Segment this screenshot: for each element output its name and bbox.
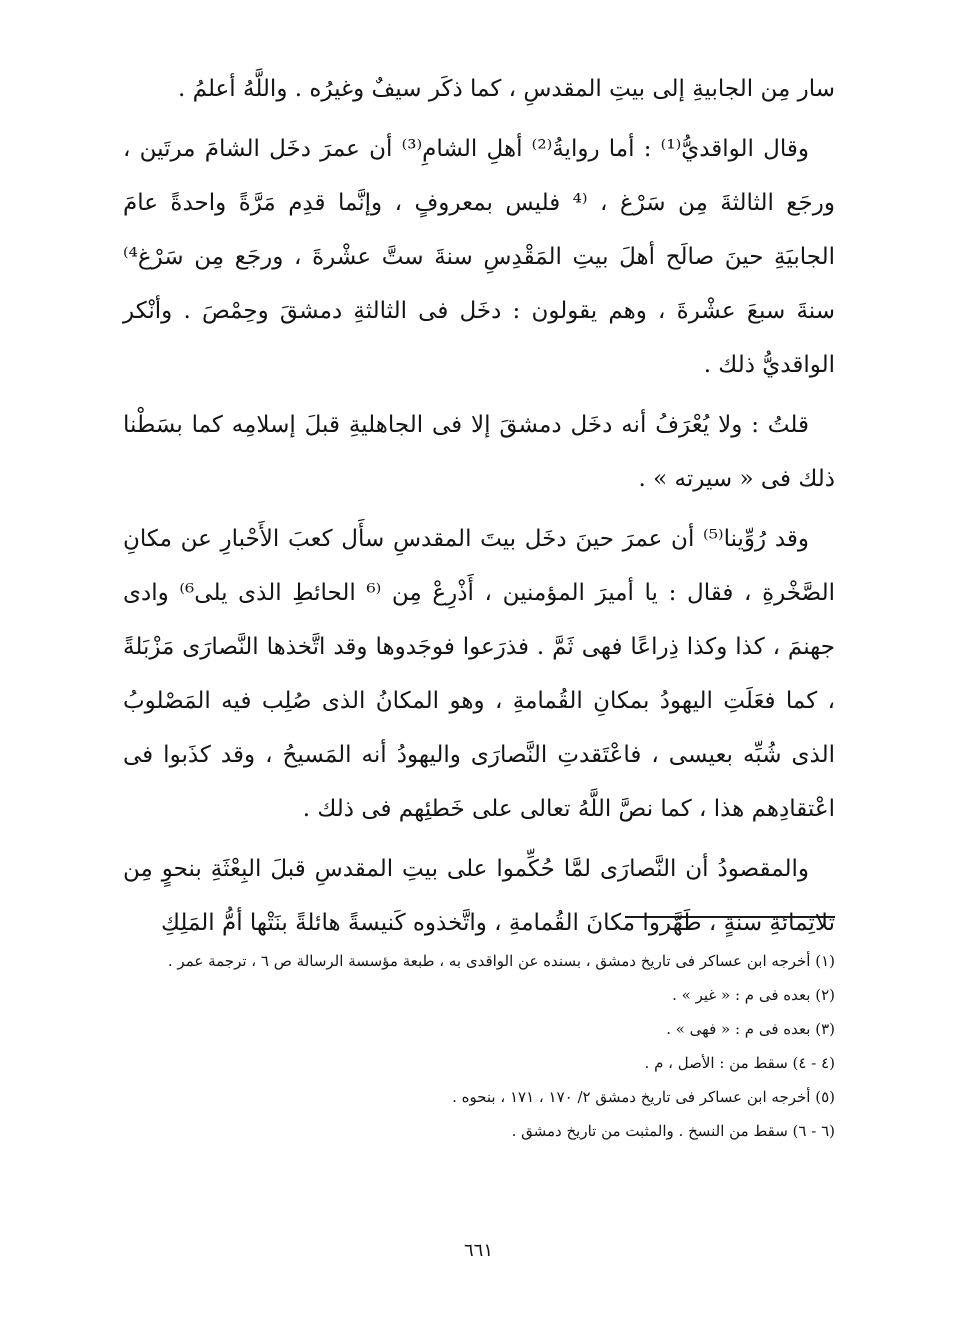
footnote-4: (٤ - ٤) سقط من : الأصل ، م . [644,1054,835,1072]
paragraph-3: قلتُ : ولا يُعْرَفُ أنه دخَل دمشقَ إلا فى الجاهليةِ قبلَ إسلامِه كما بسَطْنا ذلك فى « سيرته » . [123,412,835,492]
paragraph-5: والمقصودُ أن النَّصارَى لمَّا حُكِّموا على بيتِ المقدسِ قبلَ البِعْثَةِ بنحوٍ مِن ثلاثِمائةِ سنةٍ ، طَهَّروا مكانَ القُمامةِ ، واتَّخذوه كَنيسةً هائلةً بنَتْها أمُّ المَلِكِ [123,856,835,936]
paragraph-2: وقال الواقديُّ⁽¹⁾ : أما روايةُ⁽²⁾ أهلِ الشامِ⁽³⁾ أن عمرَ دخَل الشامَ مرتَين ، ورجَع الثالثةَ مِن سَرْغ ، ⁽⁴ فليس بمعروفٍ ، وإنَّما قدِم مَرَّةً واحدةً عامَ الجابيَةِ حينَ صالَح أهلَ بيتِ المَقْدِسِ سنةَ ستَّ عشْرةَ ، ورجَع مِن سَرْغ⁴⁾ سنةَ سبعَ عشْرةَ ، وهم يقولون : دخَل فى الثالثةِ دمشقَ وحِمْصَ . وأنْكر الواقديُّ ذلك . [123,136,835,378]
footnote-3: (٣) بعده فى م : « فهى » . [666,1020,835,1038]
footnote-1: (١) أخرجه ابن عساكر فى تاريخ دمشق ، بسنده عن الواقدى به ، طبعة مؤسسة الرسالة ص ٦ ، ترجمة عمر . [167,952,835,970]
footnote-2: (٢) بعده فى م : « غير » . [672,986,835,1004]
page-number: ٦٦١ [463,1240,493,1261]
footnote-separator [625,916,835,918]
main-text [123,62,835,956]
footnotes [123,944,835,1148]
paragraph-1: سار مِن الجابيةِ إلى بيتِ المقدسِ ، كما ذكَر سيفٌ وغيرُه . واللَّهُ أعلمُ . [178,76,835,102]
footnote-6: (٦ - ٦) سقط من النسخ . والمثبت من تاريخ دمشق . [511,1122,835,1140]
footnote-5: (٥) أخرجه ابن عساكر فى تاريخ دمشق ٢/ ١٧٠ ، ١٧١ ، بنحوه . [452,1088,835,1106]
paragraph-4: وقد رُوِّينا⁽⁵⁾ أن عمرَ حينَ دخَل بيتَ المقدسِ سأَل كعبَ الأَحْبارِ عن مكانِ الصَّخْرةِ ، فقال : يا أميرَ المؤمنين ، أَذْرِعْ مِن ⁽⁶ الحائطِ الذى يلى⁶⁾ وادى جهنمَ ، كذا وكذا ذِراعًا فهى ثَمَّ . فذرَعوا فوجَدوها وقد اتَّخذها النَّصارَى مَزْبَلةً ، كما فعَلَتِ اليهودُ بمكانِ القُمامةِ ، وهو المكانُ الذى صُلِب فيه المَصْلوبُ الذى شُبِّه بعيسى ، فاعْتَقدتِ النَّصارَى واليهودُ أنه المَسيحُ ، وقد كذَبوا فى اعْتقادِهم هذا ، كما نصَّ اللَّهُ تعالى على خَطئِهم فى ذلك . [123,526,836,822]
